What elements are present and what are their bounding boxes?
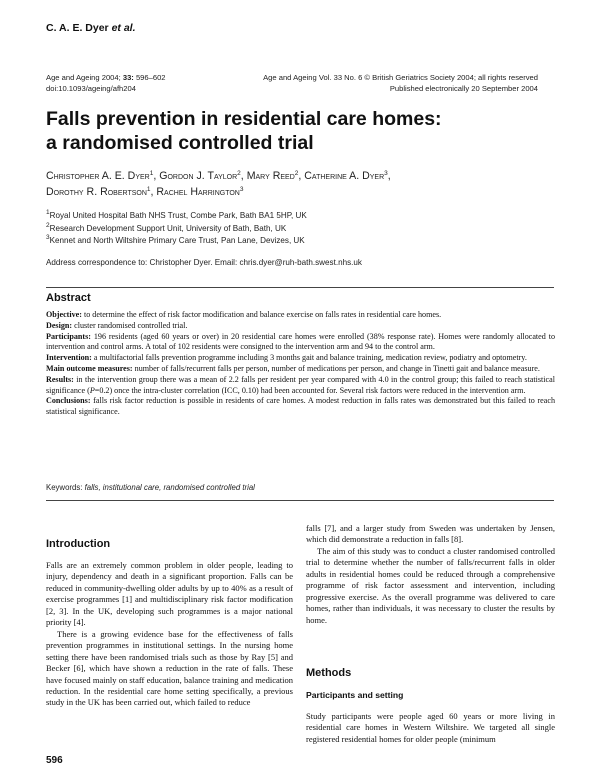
abstract-intervention [46, 353, 555, 364]
journal-citation-prefix: Age and Ageing 2004; [46, 73, 123, 82]
abstract-label: Participants: [46, 331, 91, 341]
journal-volume: 33: [122, 73, 134, 82]
title-line-1: Falls prevention in residential care homes: [46, 108, 442, 130]
abstract-participants [46, 332, 555, 354]
affiliation-item [46, 235, 566, 248]
keywords [46, 483, 555, 492]
author-name: Dorothy R. Robertson [46, 186, 147, 198]
running-head-author: C. A. E. Dyer [46, 22, 112, 34]
author-affiliation-mark: 1 [146, 186, 151, 193]
abstract-label: Main outcome measures: [46, 363, 133, 373]
abstract-label: Objective: [46, 310, 82, 319]
author-name: Christopher A. E. Dyer [46, 170, 150, 182]
keywords-text: falls, institutional care, randomised controlled trial [82, 483, 255, 492]
intro-paragraph-1: Falls are an extremely common problem in older people, leading to injury, dependency and death in a significant proportion. Falls can be reduced in community-dwelling older adults by up to 40% as a result of exercise programmes [1] and multidisciplinary risk factor modification [2, 3]. In the UK, developing such programmes is a major national priority [4]. [46, 560, 293, 628]
abstract-bottom-rule [46, 500, 554, 501]
abstract-p-symbol: P [89, 385, 95, 395]
affiliation-item [46, 223, 566, 236]
abstract-objective [46, 310, 555, 321]
article-title [46, 107, 566, 155]
affiliation-number: 2 [46, 221, 50, 229]
affiliation-text: Research Development Support Unit, University of Bath, Bath, UK [49, 223, 287, 233]
author-separator: , [387, 170, 391, 182]
affiliation-item [46, 210, 566, 223]
running-head-etal: et al. [111, 22, 136, 34]
intro-paragraph-3: The aim of this study was to conduct a cluster randomised controlled trial to determine whether the number of falls/recurrent falls in older adults in residential homes could be reduced through a comprehensive programme of risk factor assessment and intervention, including progressive exercise. As the overall programme was delivered to care homes, rather than individuals, it was necessary to cluster the results by home. [306, 545, 555, 625]
author-name: Gordon J. Taylor [159, 170, 238, 182]
title-line-2: a randomised controlled trial [46, 132, 314, 154]
abstract-text: 196 residents (aged 60 years or over) in 20 residential care homes were enrolled (38% response rate). Homes were randomly allocated to intervention and control arms. A total of 102 residents were consigned to the intervention arm and 94 to the control arm. [46, 331, 555, 352]
author-affiliation-mark: 1 [149, 170, 154, 177]
author-affiliation-mark: 3 [239, 186, 244, 193]
author-affiliation-mark: 3 [384, 170, 388, 177]
intro-paragraph-2-continued: falls [7], and a larger study from Sweden was undertaken by Jensen, which did demonstrate a reduction in falls [8]. [306, 523, 555, 545]
abstract-results [46, 375, 555, 397]
abstract-conclusions [46, 396, 555, 418]
abstract-text: falls risk factor reduction is possible in residents of care homes. A modest reduction in falls rates was demonstrated but this failed to reach statistical significance. [46, 396, 555, 417]
page-number: 596 [46, 755, 63, 766]
abstract-body [46, 310, 555, 418]
abstract-text: to determine the effect of risk factor modification and balance exercise on falls rates in residential care homes. [81, 310, 442, 319]
publication-date: Published electronically 20 September 2004 [389, 84, 538, 93]
author-affiliation-mark: 2 [294, 170, 299, 177]
correspondence-address: Address correspondence to: Christopher Dyer. Email: chris.dyer@ruh-bath.swest.nhs.uk [46, 258, 362, 267]
author-separator: , [150, 186, 157, 198]
author-name: Mary Reed [246, 170, 295, 182]
doi: doi:10.1093/ageing/afh204 [46, 84, 136, 93]
author-list [46, 168, 566, 200]
affiliation-text: Royal United Hospital Bath NHS Trust, Combe Park, Bath BA1 5HP, UK [49, 211, 307, 220]
abstract-top-rule [46, 287, 554, 288]
author-separator: , [240, 170, 247, 182]
abstract-label: Conclusions: [46, 396, 91, 406]
journal-pages: 596–602 [133, 73, 166, 82]
keywords-label: Keywords: [46, 483, 83, 492]
methods-paragraph-1: Study participants were people aged 60 years or more living in residential care homes in Western Wiltshire. We targeted all single registered residential homes for older people (minimum [306, 711, 555, 744]
journal-citation [46, 72, 166, 94]
abstract-text: =0.2) once the intra-cluster correlation (ICC, 0.10) had been accounted for. Several risk factors were reduced in the intervention arm. [94, 385, 526, 395]
participants-subheading: Participants and setting [306, 690, 404, 700]
abstract-text: cluster randomised controlled trial. [72, 320, 188, 330]
journal-copyright [263, 72, 538, 94]
abstract-text: number of falls/recurrent falls per person, number of medications per person, and change in Tinetti gait and balance measure. [132, 363, 540, 373]
author-affiliation-mark: 2 [237, 170, 241, 177]
author-separator: , [153, 170, 160, 182]
introduction-heading: Introduction [46, 538, 111, 550]
abstract-heading: Abstract [46, 292, 91, 304]
affiliation-list [46, 210, 566, 248]
methods-text [306, 711, 555, 745]
abstract-design [46, 321, 555, 332]
affiliation-number: 3 [46, 234, 50, 241]
abstract-text: in the intervention group there was a mean of 2.2 falls per resident per year compared with 4.0 in the control group; this failed to reach statistical significance ( [46, 374, 555, 395]
running-head [46, 22, 136, 34]
abstract-label: Design: [46, 320, 73, 330]
affiliation-number: 1 [46, 209, 50, 216]
abstract-label: Intervention: [46, 353, 92, 363]
affiliation-text: Kennet and North Wiltshire Primary Care Trust, Pan Lane, Devizes, UK [49, 236, 305, 245]
abstract-label: Results: [46, 374, 74, 384]
methods-heading: Methods [306, 667, 352, 679]
abstract-outcome [46, 364, 555, 375]
abstract-text: a multifactorial falls prevention programme including 3 months gait and balance training, medication review, podiatry and optometry. [91, 353, 527, 363]
left-column [46, 560, 293, 709]
intro-paragraph-2: There is a growing evidence base for the effectiveness of falls prevention programmes in institutional settings. In the nursing home setting there have been randomised trials such as those by Ray [5] and Becker [6], which have shown a reduction in the rate of falls. These have focused mainly on staff education, balance training and medication reduction. In the residential care home setting specifically, a previous study in the UK has been carried out, which failed to reduce [46, 628, 293, 708]
author-separator: , [298, 170, 305, 182]
author-name: Catherine A. Dyer [304, 170, 385, 182]
author-name: Rachel Harrington [156, 186, 240, 198]
right-column [306, 523, 555, 626]
copyright-line: Age and Ageing Vol. 33 No. 6 © British Geriatrics Society 2004; all rights reserved [263, 73, 538, 82]
